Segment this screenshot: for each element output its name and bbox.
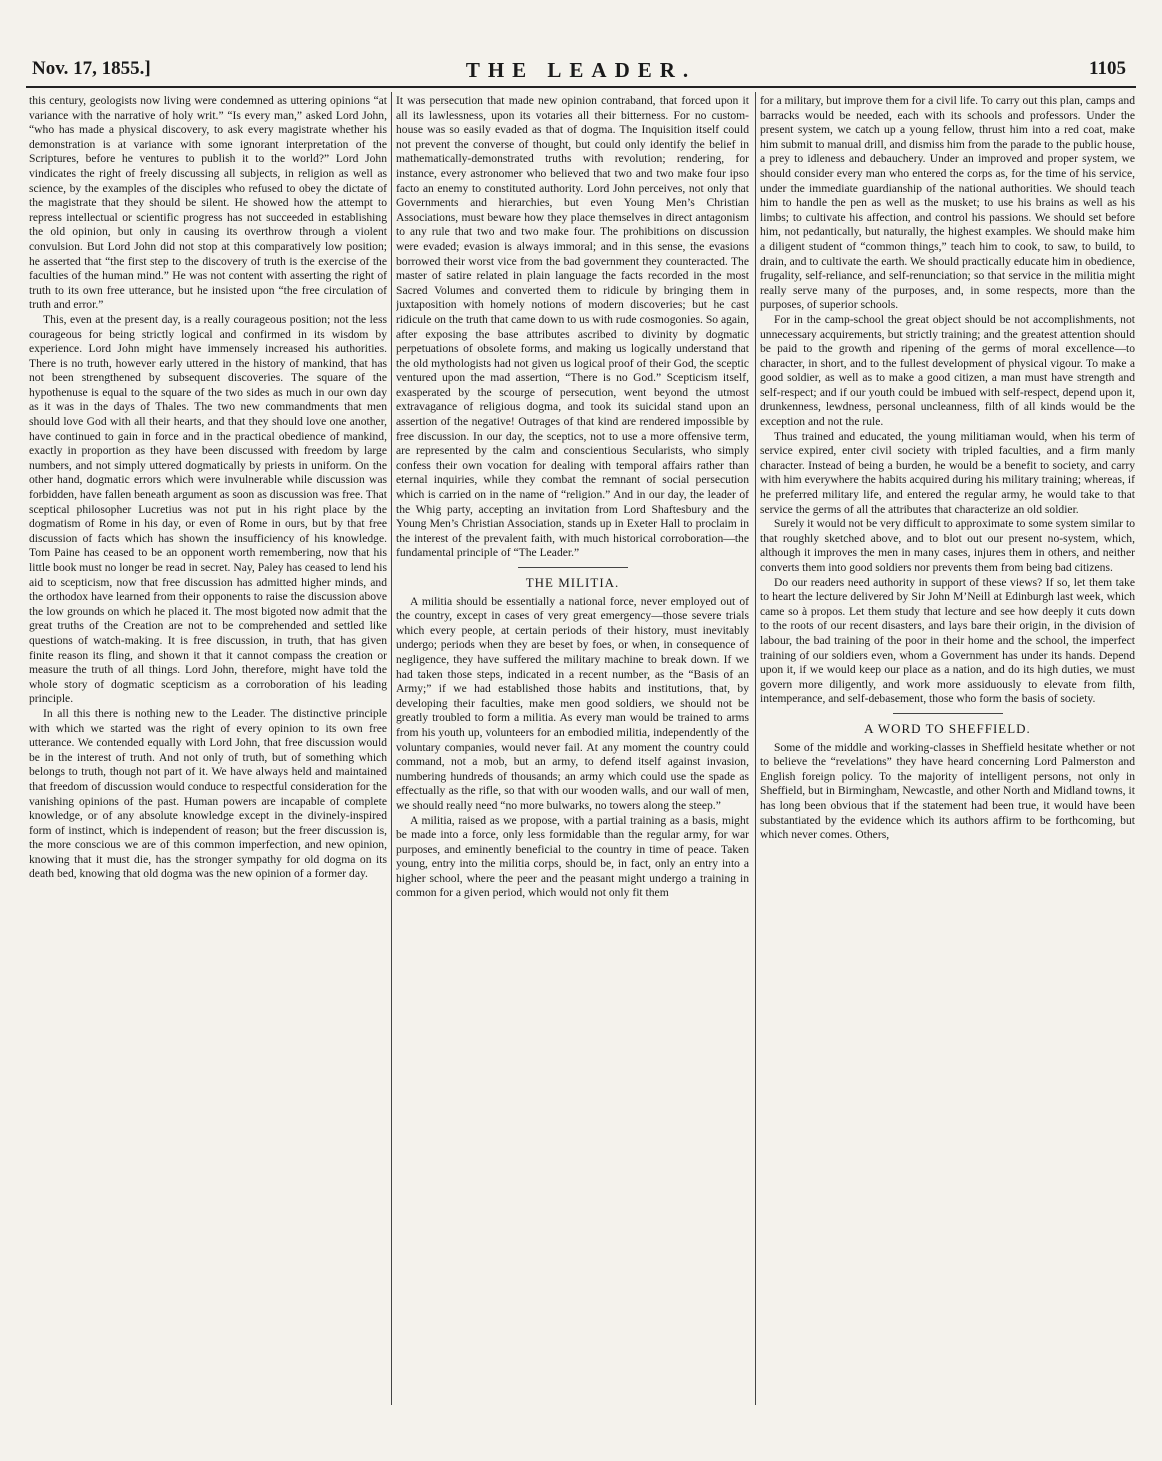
column-3 [760,94,1135,1401]
article-paragraph: Do our readers need authority in support of these views? If so, let them take to heart the lecture delivered by Sir John M’Neill at Edinburgh last week, which came so à propos. Let them study that lecture and see how deeply it cuts down to the roots of our recent disasters, and lays bare their origin, in the division of labour, the bad training of the poor in their home and the school, the imperfect training of our soldiers even, whom a Government has under its hands. Depend upon it, if we would keep our place as a nation, and do its high duties, we must govern more diligently, and work more assiduously to elevate from filth, intemperance, and self-debasement, those who form the basis of society. [760,575,1135,706]
article-paragraph: Some of the middle and working-classes in Sheffield hesitate whether or not to believe the “revelations” they have heard concerning Lord Palmerston and English foreign policy. To the majority of intelligent persons, not only in Sheffield, but in Birmingham, Newcastle, and other North and Midland towns, it has long been obvious that if the statement had been true, it would have been substantiated by the evidence which its authors affirm to be forthcoming, but which never comes. Others, [760,740,1135,842]
section-heading-militia: THE MILITIA. [525,575,620,590]
article-paragraph: Surely it would not be very difficult to approximate to some system similar to that roughly sketched above, and to blot out our present no-system, which, although it improves the men in many cases, injures them in others, and neither converts them into good soldiers nor prevents them from being bad citizens. [760,517,1135,574]
article-paragraph: this century, geologists now living were condemned as uttering opinions “at variance with the narrative of holy writ.” “Is every man,” asked Lord John, “who has made a physical discovery, to ask every magistrate whether his demonstration is at variance with some ignorant interpretation of the Scriptures, before he ventures to publish it to the world?” Lord John vindicates the right of freely discussing all subjects, in religion as well as science, by the examples of the disciples who refused to obey the dictate of the magistrate that they should be silent. He showed how the attempt to repress intellectual or scientific progress has not succeeded in establishing the old opinion, but only in causing its overthrow through a violent convulsion. But Lord John did not stop at this comparatively low position; he asserted that “the first step to the discovery of truth is the exercise of the faculties of the human mind.” He was not content with asserting the right of truth to its own free utterance, but he insisted upon “the free circulation of truth and error.” [29,94,387,312]
article-paragraph: for a military, but improve them for a civil life. To carry out this plan, camps and barracks would be needed, each with its schools and professors. Under the present system, we catch up a young fellow, thrust him into a red coat, make him submit to manual drill, and dismiss him from the parade to the public house, a prey to idleness and debauchery. Under an improved and proper system, we should consider every man who entered the corps as, for the time of his service, under the immediate guardianship of the national authorities. We should teach him to handle the pen as well as the musket; to use his brains as well as his limbs; to cultivate his affection, and control his passions. We should set before him, not pedantically, but naturally, the highest examples. We should make him a diligent student of “common things,” teach him to cook, to saw, to build, to drain, and to cultivate the earth. We should practically educate him in obedience, frugality, self-reliance, and self-renunciation; so that service in the militia might really serve many of the purposes, and, in some respects, more than the purposes, of superior schools. [760,94,1135,312]
page-number: 1105 [1089,58,1126,79]
article-paragraph: A militia should be essentially a national force, never employed out of the country, except in cases of very great emergency—those severe trials which every people, at certain periods of their history, must inevitably undergo; periods when they are beset by foes, or when, in consequence of negligence, they have suffered the military machine to break down. If we had taken those steps, indicated in a recent number, as the “Basis of an Army;” if we had established those habits and institutions, that, by developing their faculties, make men good soldiers, we should not be greatly troubled to form a militia. As every man would be trained to arms from his youth up, volunteers for an embodied militia, independently of the voluntary companies, would never fail. At any moment the country could command, not a mob, but an army, to defend itself against invasion, numbering hundreds of thousands; an army which could use the spade as effectually as the rifle, so that with our wooden walls, and our wall of men, we should really need “no more bulwarks, no towers along the steep.” [396,594,749,812]
article-paragraph: This, even at the present day, is a really courageous position; not the less courageous for being strictly logical and confirmed in its wisdom by experience. Lord John might have immensely increased his authorities. There is no truth, however early uttered in the history of mankind, that has not been strengthened by subsequent discoveries. The square of the hypothenuse is equal to the square of the two sides as much in our own day as it was in the days of Thales. The two new commandments that men should love God with all their hearts, and that they should love one another, have continued to gain in force and in the practical obedience of mankind, exactly in proportion as they have been discussed with freedom by large numbers, and not simply uttered dogmatically by priests in uniform. On the other hand, dogmatic errors which were invulnerable while discussion was forbidden, have fallen beneath argument as soon as discussion was free. That sceptical philosopher Lucretius was not put in his right place by the dogmatism of Rome in his day, or even of Rome in ours, but by that free discussion of facts which has shown the insufficiency of his knowledge. Tom Paine has ceased to be an opponent worth remembering, now that his little book must no longer be read in secret. Nay, Paley has ceased to lend his aid to scepticism, now that free discussion has admitted higher minds, and the orthodox have learned from their opponents to raise the discussion above the low grounds on which he placed it. The most bigoted now admit that the great truths of the Creation are not to be comprehended and settled like questions of watch-making. It is free discussion, in truth, that has given finite reason its fling, and shown it that it cannot compass the creation or measure the truth of all things. Lord John, therefore, might have told the whole story of dogmatic scepticism as a corroboration of his leading principle. [29,312,387,706]
article-paragraph: It was persecution that made new opinion contraband, that forced upon it all its lawlessness, upon its votaries all their bitterness. For no custom-house was so easily evaded as that of dogma. The Inquisition itself could not prevent the converse of thought, but could only identify the belief in mathematically-demonstrated truths with revolution; rendering, for instance, every astronomer who believed that two and two make four ipso facto an enemy to constituted authority. Lord John perceives, not only that Governments and hierarchies, but even Young Men’s Christian Associations, must beware how they place themselves in direct antagonism to any rule that two and two make four. The prohibitions on discussion were evaded; evasion is always immoral; and in this sense, the evasions borrowed their worst vice from the bad government they counteracted. The master of satire related in plain language the facts recorded in the most Sacred Volumes and converted them to ridicule by bringing them in juxtaposition with homely notions of modern discoveries; but he cast ridicule on the truth that came down to us with rude cosmogonies. So again, after exposing the base attributes ascribed to divinity by dogmatic perpetuations of obsolete forms, and making us logically understand that the old mythologists had not given us logical proof of their God, the sceptic ventured upon the mad assertion, “There is no God.” Scepticism itself, exasperated by the scourge of persecution, went beyond the utmost extravagance of religious dogma, and took its suicidal stand upon an assertion of the negative! Outrages of that kind are rendered impossible by free discussion. In our day, the sceptics, not to use a more offensive term, are represented by the calm and conscientious Secularists, who simply confess their own vocation for dealing with temporal affairs rather than eternal inquiries, while they combat the remnant of social persecution which is carried on in the name of “religion.” And in our day, the leader of the Whig party, accepting an invitation from Lord Shaftesbury and the Young Men’s Christian Association, stands up in Exeter Hall to proclaim in the interest of the prevalent faith, with much historical corroboration—the fundamental principle of “The Leader.” [396,94,749,560]
newspaper-title: THE LEADER. [465,58,697,82]
section-heading-sheffield: A WORD TO SHEFFIELD. [864,720,1031,736]
column-divider [391,92,392,1405]
article-paragraph: In all this there is nothing new to the Leader. The distinctive principle with which we started was the right of every opinion to its own free utterance. We contended equally with Lord John, that free discussion would be in the interest of truth. And not only of truth, but of something which belongs to truth, though not part of it. We have always held and maintained that freedom of discussion would conduce to respectful consideration for the vanishing opinions of the past. Human powers are incapable of complete knowledge, or of any absolute knowledge except in the divinely-inspired form of instinct, which is independent of reason; but the freer discussion is, the more conscious we are of this common imperfection, and new opinion, knowing that it must die, has the stronger sympathy for old dogma on its death bed, knowing that old dogma was the new opinion of a former day. [29,706,387,881]
issue-date: Nov. 17, 1855.] [32,58,151,79]
column-1 [29,94,387,1401]
article-paragraph: Thus trained and educated, the young militiaman would, when his term of service expired, enter civil society with tripled faculties, and a firm manly character. Instead of being a burden, he would be a benefit to society, and carry with him everywhere the habits acquired during his military training; whereas, if he preferred military life, and entered the regular army, he would take to that service the germs of all the attributes that characterize an old soldier. [760,429,1135,516]
column-divider [755,92,756,1405]
section-divider [893,713,1003,714]
masthead [26,58,1136,88]
section-divider [518,567,628,568]
article-paragraph: For in the camp-school the great object should be not accomplishments, not unnecessary acquirements, but strictly training; and the greatest attention should be paid to the growth and ripening of the germs of moral excellence—to character, in short, and to the fullest development of physical vigour. To make a good soldier, as well as to make a good citizen, a man must have strength and self-respect; and if our youth could be imbued with self-respect, depend upon it, drunkenness, lewdness, personal uncleanness, filth of all kinds would be the exception and not the rule. [760,312,1135,429]
column-2 [396,94,749,1401]
article-paragraph: A militia, raised as we propose, with a partial training as a basis, might be made into a force, only less formidable than the regular army, for war purposes, and eminently beneficial to the country in time of peace. Taken young, entry into the militia corps, should be, in fact, only an entry into a higher school, where the peer and the peasant might undergo a training in common for a given period, which would not only fit them [396,813,749,900]
